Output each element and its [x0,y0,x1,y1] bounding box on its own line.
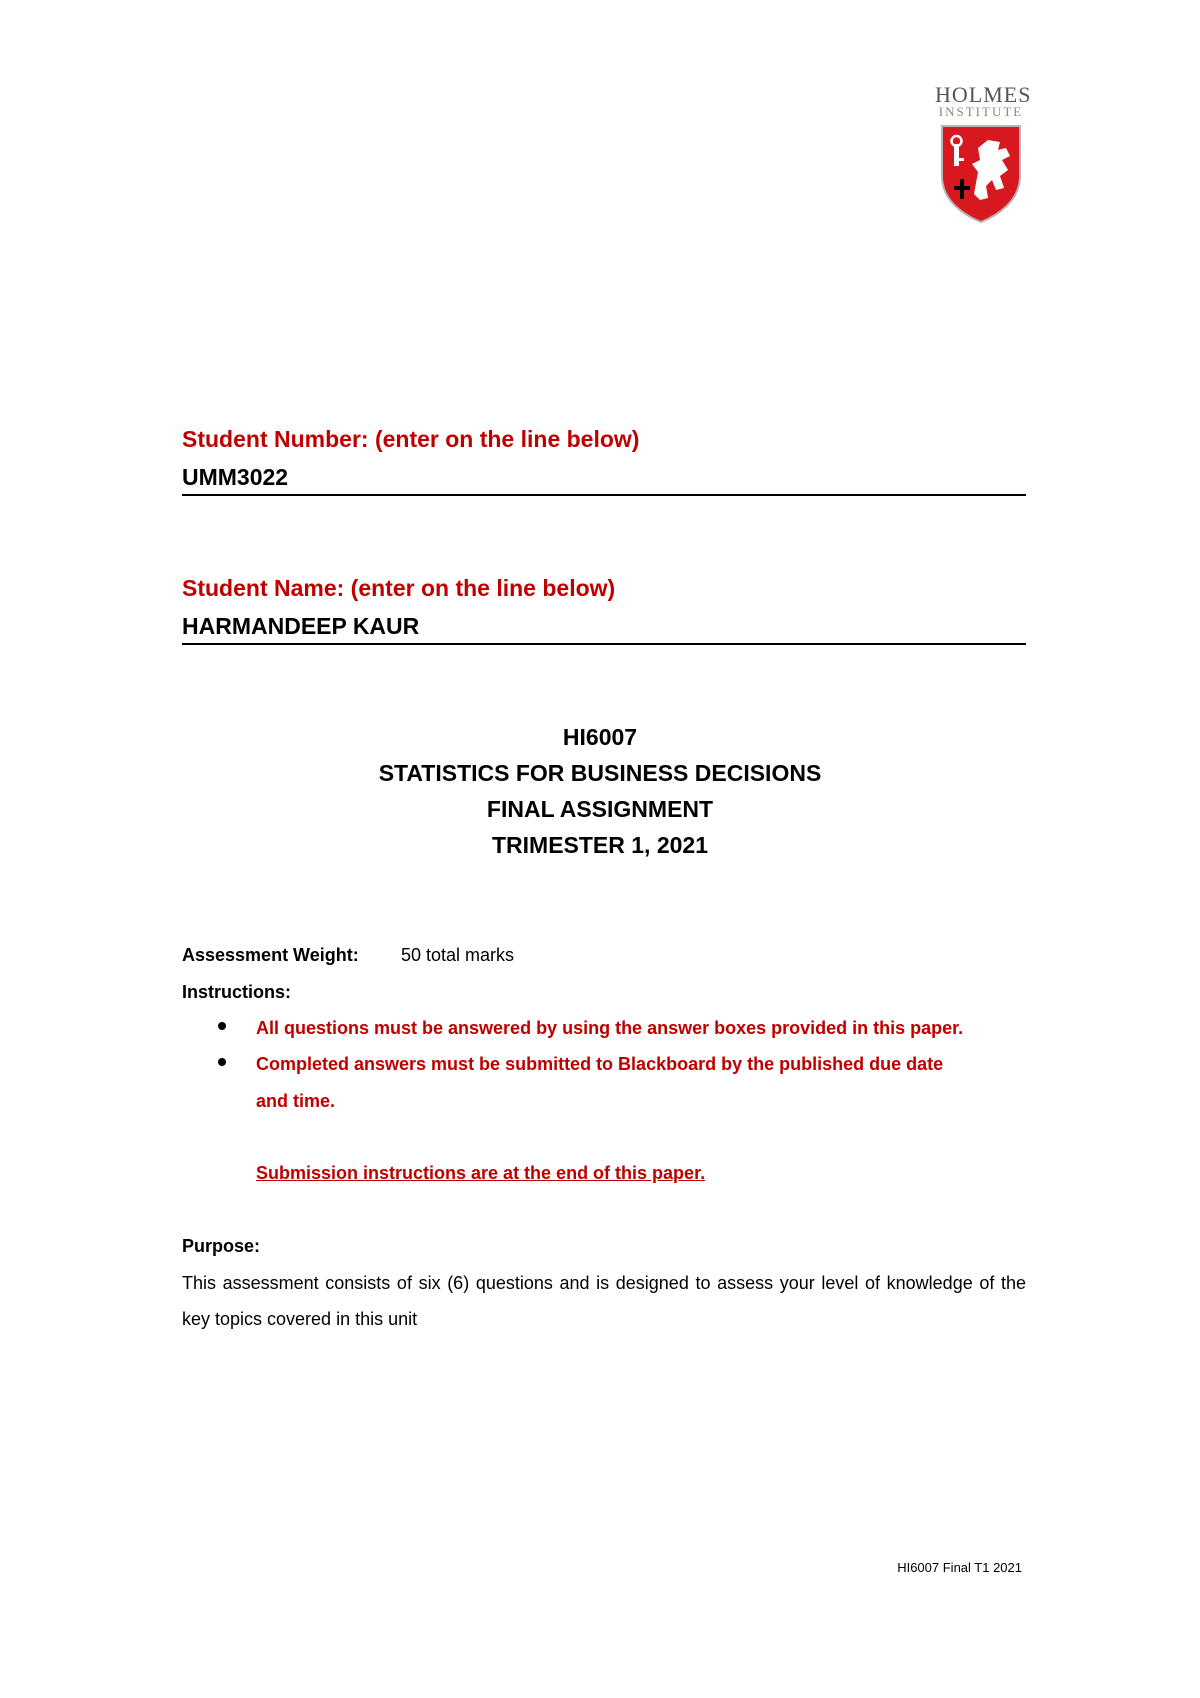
purpose-text: This assessment consists of six (6) questions and is designed to assess your level of knowledge of the key topics covered in this unit [182,1273,1026,1329]
logo-line1: HOLMES [935,82,1032,107]
bullet-icon [218,1058,226,1066]
student-number-label: Student Number: (enter on the line below) [182,426,640,452]
student-name-field[interactable]: HARMANDEEP KAUR [182,611,1026,645]
assignment-title: FINAL ASSIGNMENT [486,796,714,822]
bullet-icon [218,1022,226,1030]
shield-icon [940,124,1022,224]
course-title: STATISTICS FOR BUSINESS DECISIONS [378,760,822,786]
student-number-field[interactable]: UMM3022 [182,462,1026,496]
logo-line2: INSTITUTE [938,104,1024,119]
instructions-label: Instructions: [182,982,292,1002]
holmes-institute-logo [935,82,1032,226]
instruction-item-continuation: and time. [256,1091,336,1111]
term-title: TRIMESTER 1, 2021 [491,832,709,858]
student-name-label: Student Name: (enter on the line below) [182,575,616,601]
assessment-weight-value: 50 total marks [401,945,515,965]
instruction-item: Completed answers must be submitted to Blackboard by the published due date [256,1054,944,1074]
instruction-item: All questions must be answered by using the answer boxes provided in this paper. [256,1018,964,1038]
assessment-weight-label: Assessment Weight: [182,945,359,965]
purpose-label: Purpose: [182,1236,261,1256]
page-footer: HI6007 Final T1 2021 [897,1560,1022,1575]
course-code: HI6007 [562,724,638,750]
submission-note: Submission instructions are at the end of this paper. [256,1163,706,1183]
